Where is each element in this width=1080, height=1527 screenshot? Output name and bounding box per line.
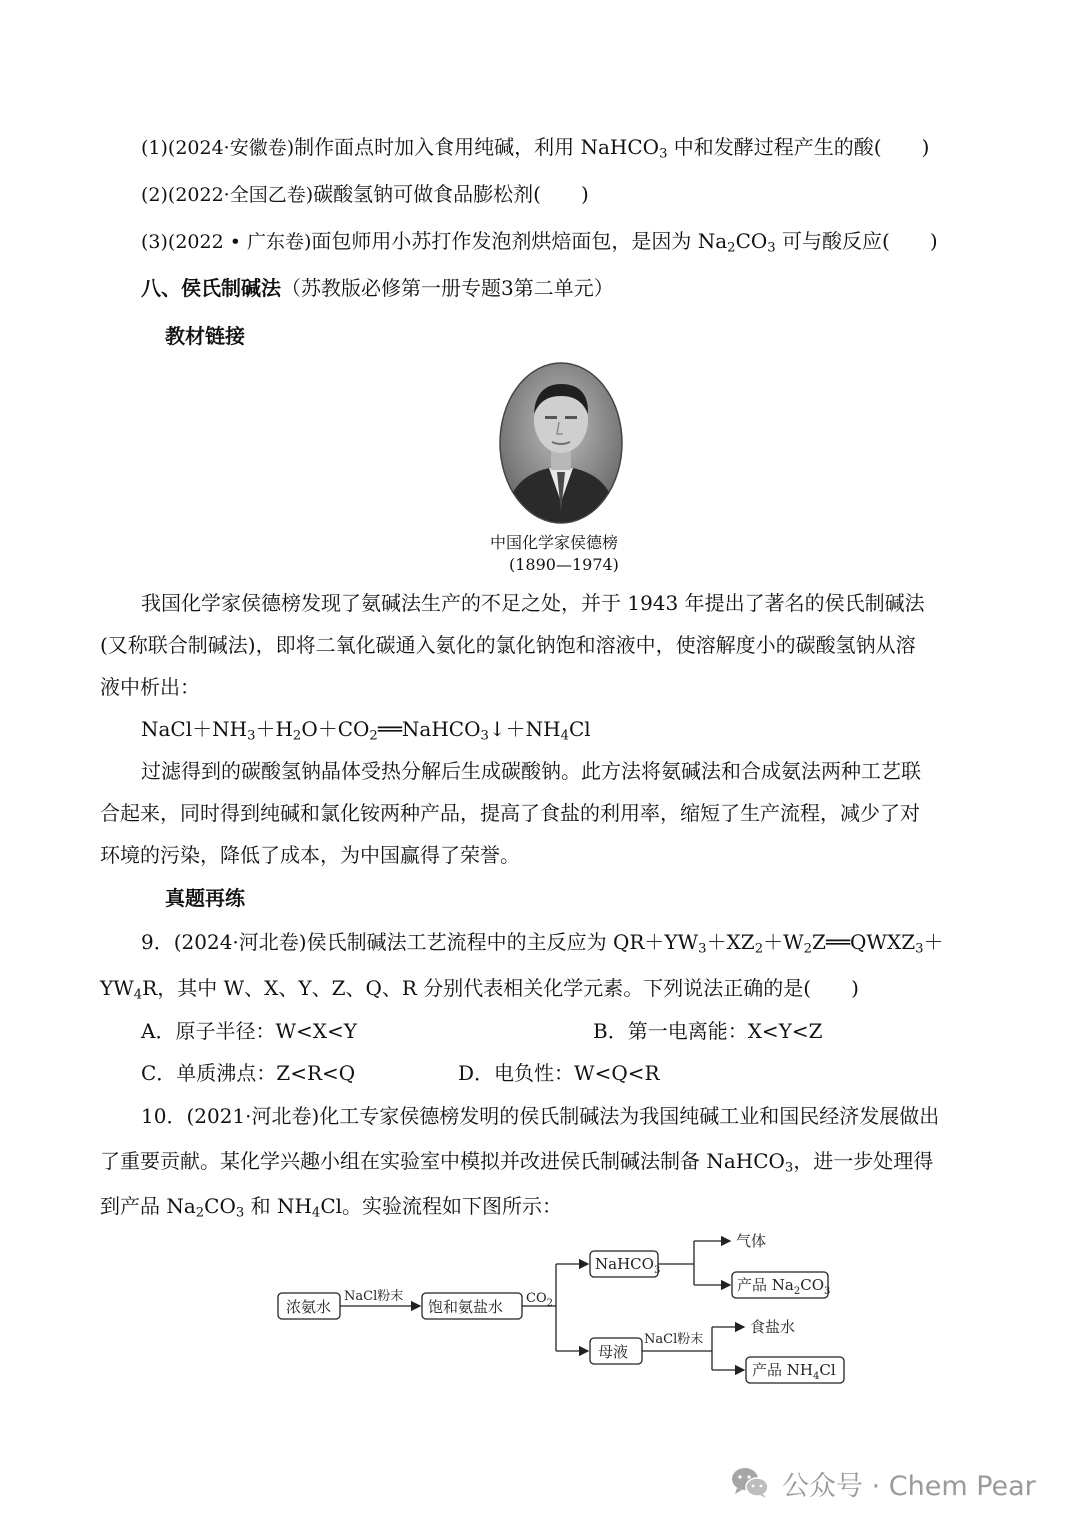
portrait-image [499, 362, 623, 524]
portrait-caption-name: 中国化学家侯德榜 [490, 533, 619, 552]
flow-gas-label: 气体 [736, 1232, 767, 1250]
q9-text: R，其中 W、X、Y、Z、Q、R 分别代表相关化学元素。下列说法正确的是( ) [142, 976, 859, 1000]
subscript: 4 [812, 1371, 820, 1382]
flow-product2-label [752, 1361, 836, 1382]
subscript: 3 [659, 146, 668, 162]
flow-nahco3-label [595, 1255, 660, 1276]
q9-text: ＋W [763, 930, 804, 954]
textbook-link-heading: 教材链接 [165, 324, 245, 348]
qa-item-1 [141, 135, 930, 162]
wechat-icon [730, 1466, 770, 1500]
subscript: 3 [767, 240, 776, 256]
paragraph2-line: 合起来，同时得到纯碱和氯化铵两种产品，提高了食盐的利用率，缩短了生产流程，减少了对 [100, 801, 920, 825]
paragraph2-line: 环境的污染，降低了成本，为中国赢得了荣誉。 [100, 843, 520, 867]
flow-product1-label [737, 1276, 830, 1297]
flow-product1-text: CO [800, 1276, 824, 1294]
qa-item-2 [141, 184, 589, 205]
q10-line2 [100, 1149, 934, 1176]
subscript: 3 [235, 1205, 245, 1221]
subscript: 2 [369, 728, 378, 744]
q9-option-b[interactable]: B．第一电离能：X<Y<Z [593, 1019, 823, 1043]
equation-part: ══NaHCO [377, 717, 481, 741]
paragraph1-line: 我国化学家侯德榜发现了氨碱法生产的不足之处，并于 1943 年提出了著名的侯氏制碱法 [141, 591, 925, 615]
practice-heading: 真题再练 [165, 886, 245, 910]
q9-text: 9．(2024·河北卷)侯氏制碱法工艺流程中的主反应为 QR＋YW [141, 930, 699, 954]
paragraph1-line: 液中析出： [100, 675, 200, 699]
subscript: 2 [793, 1286, 801, 1297]
equation-part: NaCl＋NH [141, 717, 248, 741]
equation-part: ↓＋NH [488, 717, 561, 741]
q9-option-a[interactable]: A．原子半径：W<X<Y [141, 1019, 357, 1043]
qa-text: 碳酸氢钠可做食品膨松剂( ) [313, 182, 589, 206]
subscript: 2 [754, 941, 764, 957]
qa-text: 面包师用小苏打作发泡剂烘焙面包，是因为 Na [311, 229, 728, 253]
flow-diagram [270, 1226, 860, 1396]
q9-option-d[interactable]: D．电负性：W<Q<R [458, 1061, 660, 1085]
q9-text: ＋ [923, 930, 944, 954]
subscript: 4 [560, 728, 569, 744]
q10-text: Cl。实验流程如下图所示： [320, 1194, 563, 1218]
flow-product2-text: 产品 NH [752, 1361, 813, 1379]
qa-text: 中和发酵过程产生的酸( ) [667, 135, 930, 159]
qa-source: (1)(2024·安徽卷) [141, 137, 295, 159]
watermark-text: 公众号 · Chem Pear [782, 1470, 1036, 1502]
flow-product2-text: Cl [819, 1361, 836, 1379]
section-note: （苏教版必修第一册专题3第二单元） [281, 276, 614, 300]
qa-source: (3)(2022 • 广东卷) [141, 231, 312, 253]
subscript: 4 [133, 987, 143, 1003]
flow-salt-label: 食盐水 [750, 1318, 796, 1336]
subscript: 2 [195, 1205, 205, 1221]
qa-text: 制作面点时加入食用纯碱，利用 NaHCO [294, 135, 660, 159]
paragraph2-line: 过滤得到的碳酸氢钠晶体受热分解后生成碳酸钠。此方法将氨碱法和合成氨法两种工艺联 [141, 759, 921, 783]
flow-mid-label: 饱和氨盐水 [428, 1298, 504, 1316]
equation-part: ＋H [255, 717, 293, 741]
q9-line1 [141, 930, 944, 957]
flow-arrow1-label: NaCl粉末 [344, 1289, 404, 1304]
subscript: 3 [698, 941, 707, 957]
flow-mother-liquor-label: 母液 [598, 1343, 629, 1361]
subscript: 3 [784, 1160, 794, 1176]
subscript: 2 [292, 728, 302, 744]
watermark [730, 1463, 1036, 1503]
section-heading [141, 278, 614, 298]
q10-line1: 10．(2021·河北卷)化工专家侯德榜发明的侯氏制碱法为我国纯碱工业和国民经济发展做出 [141, 1104, 940, 1128]
subscript: 3 [247, 728, 256, 744]
flow-product1-text: 产品 Na [737, 1276, 794, 1294]
portrait-caption-years: (1890—1974) [509, 555, 619, 574]
qa-text: CO [735, 229, 768, 253]
paragraph1-line: (又称联合制碱法)，即将二氧化碳通入氨化的氯化钠饱和溶液中，使溶解度小的碳酸氢钠从溶 [100, 633, 916, 657]
q9-text: ＋XZ [706, 930, 755, 954]
q10-text: 到产品 Na [100, 1194, 196, 1218]
qa-item-3 [141, 229, 938, 256]
flow-arrow2-label: NaCl粉末 [644, 1332, 704, 1347]
q9-line2 [100, 976, 859, 1003]
equation-part: O＋CO [301, 717, 370, 741]
subscript: 3 [824, 1286, 831, 1297]
subscript: 3 [915, 941, 924, 957]
q9-option-c[interactable]: C．单质沸点：Z<R<Q [141, 1061, 356, 1085]
flow-co2-text: CO [526, 1291, 547, 1306]
section-title: 八、侯氏制碱法 [141, 276, 281, 300]
qa-text: 可与酸反应( ) [775, 229, 938, 253]
flow-nahco3-text: NaHCO [595, 1255, 654, 1273]
chemical-equation [141, 717, 591, 744]
q9-text: Z══QWXZ [812, 930, 916, 954]
subscript: 2 [727, 240, 736, 256]
q10-text: 了重要贡献。某化学兴趣小组在实验室中模拟并改进侯氏制碱法制备 NaHCO [100, 1149, 785, 1173]
qa-source: (2)(2022·全国乙卷) [141, 184, 314, 206]
subscript: 2 [546, 1298, 553, 1309]
subscript: 3 [653, 1265, 661, 1276]
q10-text: CO [204, 1194, 236, 1218]
equation-part: Cl [568, 717, 591, 741]
q9-text: YW [100, 976, 134, 1000]
q10-text: 和 NH [244, 1194, 312, 1218]
q10-text: ，进一步处理得 [793, 1149, 934, 1173]
flow-start-label: 浓氨水 [286, 1298, 332, 1316]
q10-line3 [100, 1194, 563, 1221]
subscript: 4 [311, 1205, 321, 1221]
subscript: 2 [803, 941, 813, 957]
subscript: 3 [480, 728, 489, 744]
